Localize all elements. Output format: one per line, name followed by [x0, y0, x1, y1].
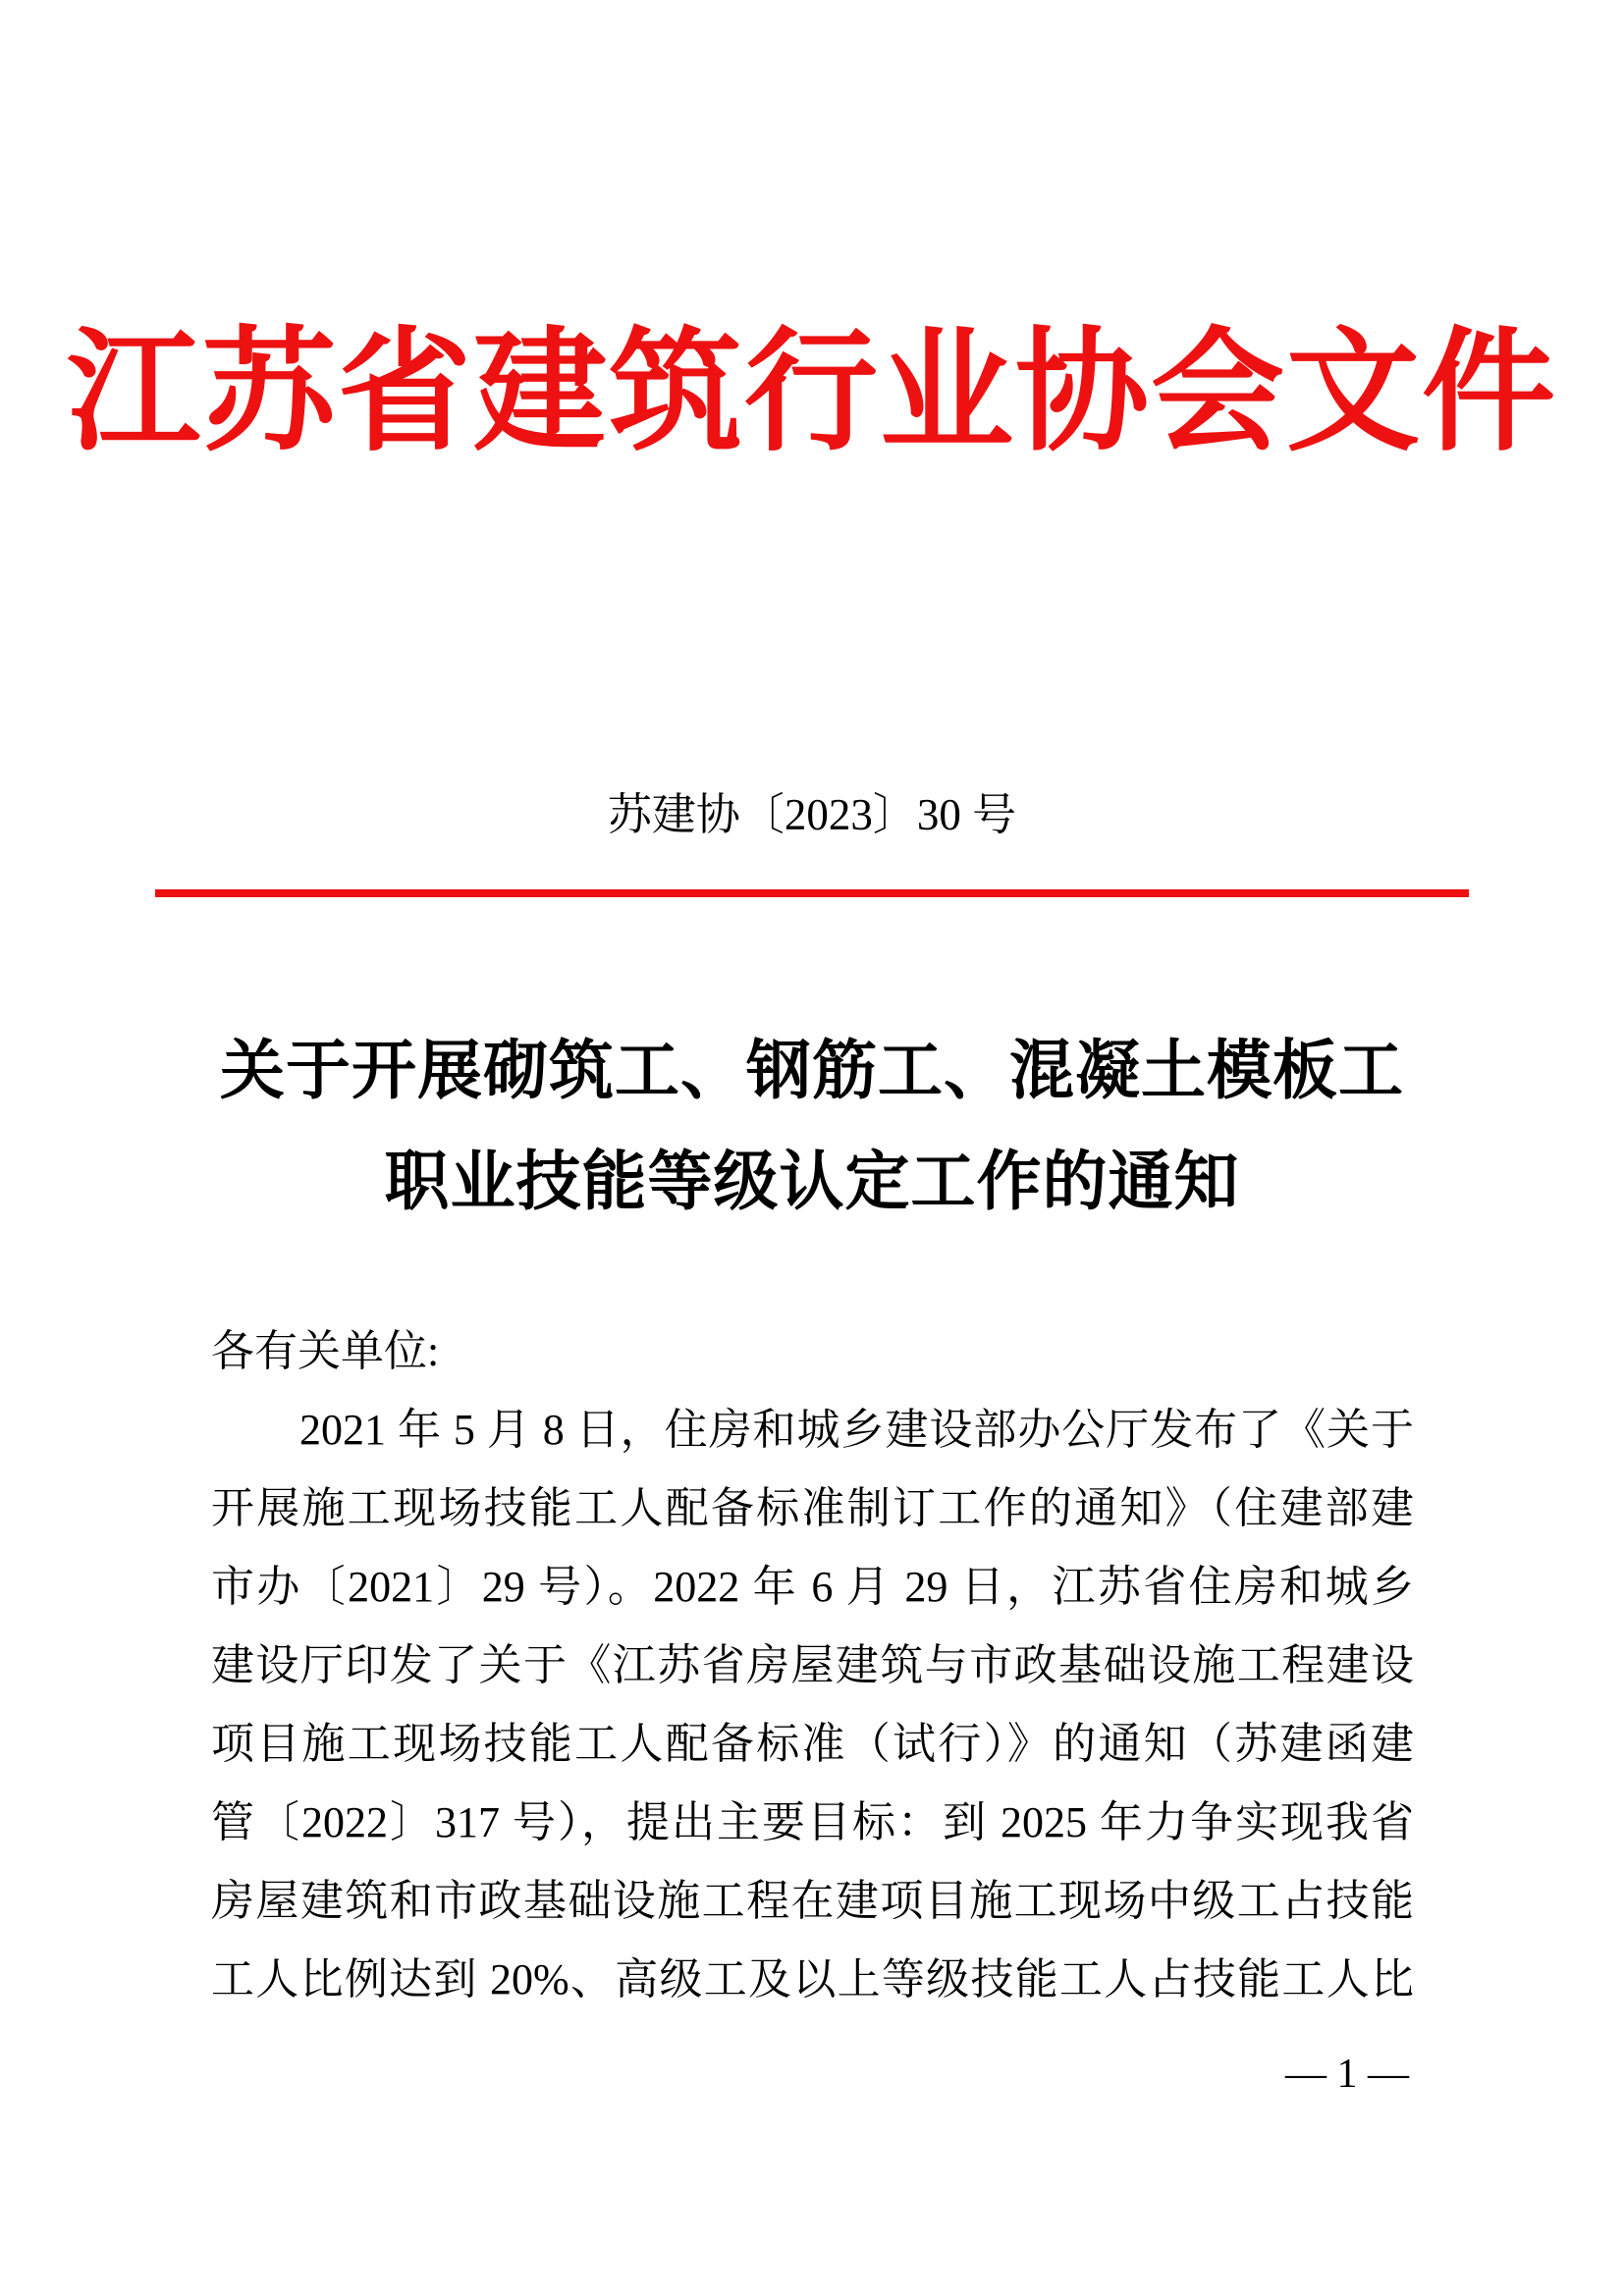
body-line: 2021 年 5 月 8 日，住房和城乡建设部办公厅发布了《关于 [299, 1406, 1414, 1454]
page-number: — 1 — [1285, 2052, 1409, 2097]
body-line: 市办〔2021〕29 号）。2022 年 6 月 29 日，江苏省住房和城乡 [211, 1563, 1414, 1611]
document-title [0, 1016, 1624, 1238]
document-body [211, 1312, 1414, 2019]
document-number: 苏建协〔2023〕30 号 [607, 790, 1017, 839]
agency-header-title: 江苏省建筑行业协会文件 [67, 320, 1557, 467]
red-divider-line [155, 889, 1469, 897]
body-line: 管〔2022〕317 号），提出主要目标：到 2025 年力争实现我省 [211, 1798, 1414, 1846]
body-line: 房屋建筑和市政基础设施工程在建项目施工现场中级工占技能 [211, 1877, 1414, 1925]
document-title-line1: 关于开展砌筑工、钢筋工、混凝土模板工 [220, 1036, 1404, 1107]
body-line: 工人比例达到 20%、高级工及以上等级技能工人占技能工人比 [211, 1955, 1414, 2003]
body-line: 开展施工现场技能工人配备标准制订工作的通知》（住建部建 [211, 1484, 1414, 1532]
document-title-line2: 职业技能等级认定工作的通知 [384, 1147, 1240, 1218]
body-line: 建设厅印发了关于《江苏省房屋建筑与市政基础设施工程建设 [211, 1641, 1414, 1689]
body-line: 项目施工现场技能工人配备标准（试行）》的通知（苏建函建 [211, 1720, 1414, 1768]
salutation: 各有关单位: [211, 1327, 440, 1375]
